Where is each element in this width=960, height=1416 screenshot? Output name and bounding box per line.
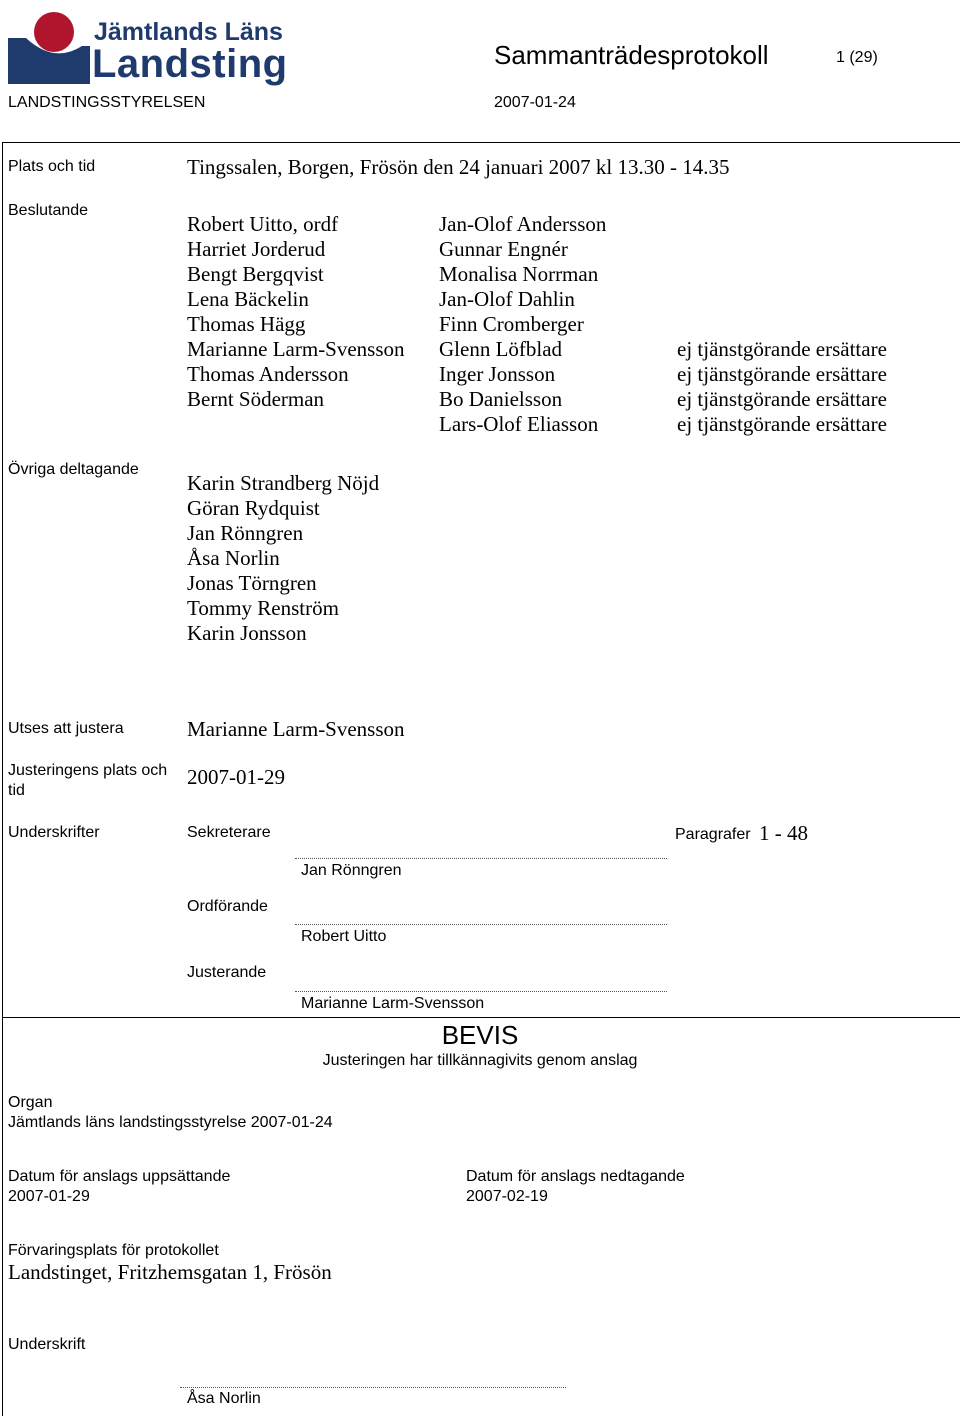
storage-label: Förvaringsplats för protokollet — [8, 1242, 219, 1259]
list-item: ej tjänstgörande ersättare — [677, 362, 887, 386]
list-item: Jonas Törngren — [187, 571, 317, 595]
secretary-label: Sekreterare — [187, 824, 271, 841]
signatures-label: Underskrifter — [8, 824, 100, 841]
list-item: Glenn Löfblad — [439, 337, 563, 361]
adjuster-name: Marianne Larm-Svensson — [301, 995, 485, 1012]
storage-value: Landstinget, Fritzhemsgatan 1, Frösön — [8, 1260, 332, 1284]
list-item: Karin Strandberg Nöjd — [187, 471, 380, 495]
secretary-signature-line — [295, 858, 667, 859]
paragraphs-value: 1 - 48 — [759, 821, 808, 845]
list-item: Bengt Bergqvist — [187, 262, 324, 286]
bevis-title: BEVIS — [441, 1020, 519, 1050]
logo — [8, 6, 288, 90]
adjuster-signature-line — [295, 991, 667, 992]
list-item: ej tjänstgörande ersättare — [677, 387, 887, 411]
final-signature-name: Åsa Norlin — [187, 1390, 261, 1407]
bevis-subtitle: Justeringen har tillkännagivits genom anslag — [322, 1052, 638, 1069]
list-item: Bo Danielsson — [439, 387, 563, 411]
list-item: ej tjänstgörande ersättare — [677, 337, 887, 361]
left-border — [2, 142, 3, 1416]
organ-value: Jämtlands läns landstingsstyrelse 2007-01-24 — [8, 1114, 333, 1131]
list-item: Jan-Olof Andersson — [439, 212, 607, 236]
list-item: Robert Uitto, ordf — [187, 212, 339, 236]
adjuster-label: Utses att justera — [8, 720, 124, 737]
other-participants-list — [187, 471, 379, 646]
organ-label: Organ — [8, 1094, 53, 1111]
list-item: Monalisa Norrman — [439, 262, 599, 286]
logo-mark-icon — [8, 6, 98, 86]
list-item: Lars-Olof Eliasson — [439, 412, 599, 436]
place-label: Plats och tid — [8, 158, 96, 175]
posted-date-label: Datum för anslags uppsättande — [8, 1168, 231, 1185]
list-item: ej tjänstgörande ersättare — [677, 412, 887, 436]
list-item: Tommy Renström — [187, 596, 339, 620]
other-participants-label: Övriga deltagande — [8, 461, 139, 478]
list-item: Marianne Larm-Svensson — [187, 337, 405, 361]
chair-label: Ordförande — [187, 898, 268, 915]
list-item: Thomas Andersson — [187, 362, 349, 386]
posted-date-value: 2007-01-29 — [8, 1188, 90, 1205]
list-item: Inger Jonsson — [439, 362, 556, 386]
organization-name: LANDSTINGSSTYRELSEN — [8, 94, 206, 111]
removed-date-label: Datum för anslags nedtagande — [466, 1168, 685, 1185]
header-date: 2007-01-24 — [494, 94, 576, 111]
list-item: Bernt Söderman — [187, 387, 325, 411]
adjustment-place-value: 2007-01-29 — [187, 765, 285, 789]
logo-line2: Landsting — [92, 42, 288, 86]
paragraphs-label: Paragrafer — [675, 826, 751, 843]
decision-makers-column-2 — [439, 212, 606, 437]
place-value: Tingssalen, Borgen, Frösön den 24 januari 2007 kl 13.30 - 14.35 — [187, 155, 730, 179]
list-item: Jan Rönngren — [187, 521, 304, 545]
list-item: Göran Rydquist — [187, 496, 320, 520]
decision-makers-label: Beslutande — [8, 202, 89, 219]
list-item: Lena Bäckelin — [187, 287, 309, 311]
signature-label: Underskrift — [8, 1336, 86, 1353]
bevis-divider — [2, 1017, 960, 1018]
decision-makers-column-3 — [677, 337, 887, 437]
list-item: Jan-Olof Dahlin — [439, 287, 575, 311]
chair-name: Robert Uitto — [301, 928, 387, 945]
final-signature-line — [180, 1387, 566, 1388]
secretary-name: Jan Rönngren — [301, 862, 402, 879]
list-item: Karin Jonsson — [187, 621, 307, 645]
chair-signature-line — [295, 924, 667, 925]
adjuster-value: Marianne Larm-Svensson — [187, 717, 405, 741]
list-item: Finn Cromberger — [439, 312, 584, 336]
logo-line1: Jämtlands Läns — [94, 18, 283, 46]
adjuster-signature-label: Justerande — [187, 964, 267, 981]
header-divider — [2, 142, 960, 143]
page-number: 1 (29) — [836, 49, 878, 66]
list-item: Harriet Jorderud — [187, 237, 326, 261]
list-item: Gunnar Engnér — [439, 237, 568, 261]
adjustment-place-label: Justeringens plats och tid — [8, 762, 168, 799]
decision-makers-column-1 — [187, 212, 405, 412]
removed-date-value: 2007-02-19 — [466, 1188, 548, 1205]
document-title: Sammanträdesprotokoll — [494, 40, 769, 70]
list-item: Thomas Hägg — [187, 312, 306, 336]
list-item: Åsa Norlin — [187, 546, 280, 570]
